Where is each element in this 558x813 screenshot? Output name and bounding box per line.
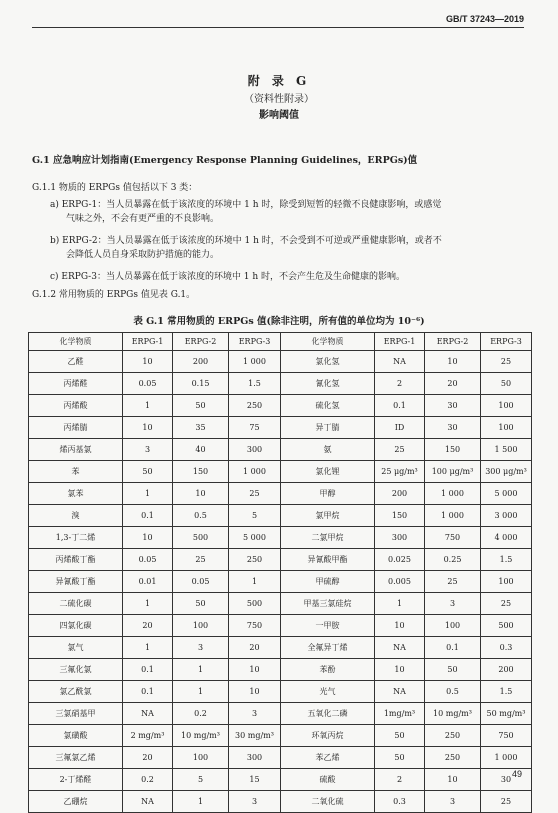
list-item-erpg2 <box>50 234 518 262</box>
value-cell: 1 <box>123 593 173 615</box>
value-cell: 5 000 <box>229 527 281 549</box>
value-cell: 50 <box>173 395 229 417</box>
table-row <box>29 747 532 769</box>
item-line: c) ERPG-3：当人员暴露在低于该浓度的环境中 1 h 时，不会产生危及生命健康的影响。 <box>50 272 406 282</box>
value-cell: 10 <box>229 681 281 703</box>
column-header: ERPG-2 <box>173 333 229 351</box>
item-line: a) ERPG-1：当人员暴露在低于该浓度的环境中 1 h 时，除受到短暂的轻微不良健康影响，或感觉 <box>50 200 442 210</box>
value-cell: 0.1 <box>375 395 425 417</box>
value-cell: 300 <box>375 527 425 549</box>
annex-title: 附 录 G <box>247 74 311 88</box>
value-cell: 25 <box>481 791 532 813</box>
value-cell: 0.1 <box>425 637 481 659</box>
table-body <box>29 351 532 813</box>
value-cell: 100 <box>481 395 532 417</box>
value-cell: 100 μg/m³ <box>425 461 481 483</box>
value-cell: 1 <box>375 593 425 615</box>
substance-cell: 四氯化碳 <box>29 615 123 637</box>
value-cell: 0.5 <box>173 505 229 527</box>
value-cell: 0.1 <box>123 681 173 703</box>
value-cell: 0.01 <box>123 571 173 593</box>
table-row <box>29 483 532 505</box>
value-cell: 25 <box>375 439 425 461</box>
value-cell: 50 mg/m³ <box>481 703 532 725</box>
value-cell: 0.1 <box>123 505 173 527</box>
value-cell: 1 <box>229 571 281 593</box>
value-cell: NA <box>123 791 173 813</box>
value-cell: 3 <box>425 791 481 813</box>
substance-cell: 全氟异丁烯 <box>281 637 375 659</box>
value-cell: 2 <box>375 373 425 395</box>
value-cell: 25 <box>481 351 532 373</box>
value-cell: 50 <box>375 725 425 747</box>
substance-cell: 乙醛 <box>29 351 123 373</box>
value-cell: 25 <box>425 571 481 593</box>
value-cell: 1 000 <box>425 505 481 527</box>
table-row <box>29 417 532 439</box>
value-cell: 3 <box>173 637 229 659</box>
value-cell: 10 <box>123 417 173 439</box>
value-cell: 1 <box>173 659 229 681</box>
value-cell: 50 <box>123 461 173 483</box>
value-cell: 20 <box>123 615 173 637</box>
value-cell: 1mg/m³ <box>375 703 425 725</box>
substance-cell: 溴 <box>29 505 123 527</box>
value-cell: 250 <box>229 395 281 417</box>
substance-cell: 硫酸 <box>281 769 375 791</box>
substance-cell: 丙烯醛 <box>29 373 123 395</box>
erpg-table <box>28 332 532 813</box>
value-cell: 0.3 <box>375 791 425 813</box>
value-cell: 750 <box>425 527 481 549</box>
table-row <box>29 439 532 461</box>
value-cell: NA <box>375 681 425 703</box>
substance-cell: 氰化氢 <box>281 373 375 395</box>
value-cell: 0.2 <box>123 769 173 791</box>
value-cell: 3 000 <box>481 505 532 527</box>
list-item-erpg3 <box>50 270 518 284</box>
table-row <box>29 373 532 395</box>
value-cell: 0.05 <box>173 571 229 593</box>
value-cell: 50 <box>425 659 481 681</box>
list-item-erpg1 <box>50 198 518 226</box>
substance-cell: 氯磺酸 <box>29 725 123 747</box>
substance-cell: 三氯硝基甲 <box>29 703 123 725</box>
substance-cell: 甲醇 <box>281 483 375 505</box>
value-cell: 150 <box>173 461 229 483</box>
substance-cell: 氯甲烷 <box>281 505 375 527</box>
value-cell: 5 <box>229 505 281 527</box>
substance-cell: 五氧化二磷 <box>281 703 375 725</box>
value-cell: 4 000 <box>481 527 532 549</box>
substance-cell: 丙烯酸丁酯 <box>29 549 123 571</box>
table-row <box>29 351 532 373</box>
column-header: ERPG-3 <box>481 333 532 351</box>
substance-cell: 光气 <box>281 681 375 703</box>
column-header: 化学物质 <box>281 333 375 351</box>
section-g1-title: G.1 应急响应计划指南(Emergency Response Planning Guidelines，ERPGs)值 <box>32 155 418 166</box>
value-cell: 15 <box>229 769 281 791</box>
value-cell: 50 <box>375 747 425 769</box>
substance-cell: 硫化氢 <box>281 395 375 417</box>
substance-cell: 异氰酸丁酯 <box>29 571 123 593</box>
value-cell: 10 <box>375 615 425 637</box>
annex-heading: 影响阈值 <box>259 110 299 121</box>
substance-cell: 丙烯酸 <box>29 395 123 417</box>
substance-cell: 环氧丙烷 <box>281 725 375 747</box>
value-cell: 3 <box>229 703 281 725</box>
value-cell: NA <box>123 703 173 725</box>
value-cell: 250 <box>425 725 481 747</box>
value-cell: 10 <box>375 659 425 681</box>
value-cell: 150 <box>375 505 425 527</box>
value-cell: 0.025 <box>375 549 425 571</box>
value-cell: 25 μg/m³ <box>375 461 425 483</box>
value-cell: 30 <box>481 769 532 791</box>
table-row <box>29 703 532 725</box>
value-cell: 1.5 <box>481 681 532 703</box>
table-row <box>29 659 532 681</box>
table-caption: 表 G.1 常用物质的 ERPGs 值(除非注明，所有值的单位均为 10⁻⁶) <box>133 316 425 327</box>
value-cell: 20 <box>123 747 173 769</box>
item-line-continued: 气味之外，不会有更严重的不良影响。 <box>66 214 220 224</box>
substance-cell: 三氟氯乙烯 <box>29 747 123 769</box>
table-row <box>29 527 532 549</box>
value-cell: ID <box>375 417 425 439</box>
value-cell: 30 <box>425 395 481 417</box>
substance-cell: 苯 <box>29 461 123 483</box>
value-cell: 2 <box>375 769 425 791</box>
substance-cell: 氯乙酰氯 <box>29 681 123 703</box>
value-cell: 10 <box>229 659 281 681</box>
substance-cell: 三氟化氯 <box>29 659 123 681</box>
value-cell: 3 <box>425 593 481 615</box>
value-cell: 1 <box>123 637 173 659</box>
table-row <box>29 725 532 747</box>
value-cell: 10 mg/m³ <box>173 725 229 747</box>
g12-text: G.1.2 常用物质的 ERPGs 值见表 G.1。 <box>32 290 196 300</box>
value-cell: 40 <box>173 439 229 461</box>
column-header: ERPG-3 <box>229 333 281 351</box>
value-cell: 30 <box>425 417 481 439</box>
substance-cell: 氯化氢 <box>281 351 375 373</box>
substance-cell: 氯化锂 <box>281 461 375 483</box>
value-cell: 0.1 <box>123 659 173 681</box>
table-row <box>29 593 532 615</box>
substance-cell: 一甲胺 <box>281 615 375 637</box>
substance-cell: 1,3-丁二烯 <box>29 527 123 549</box>
value-cell: 200 <box>481 659 532 681</box>
value-cell: 2 mg/m³ <box>123 725 173 747</box>
table-row <box>29 769 532 791</box>
value-cell: 500 <box>481 615 532 637</box>
value-cell: NA <box>375 351 425 373</box>
value-cell: 50 <box>173 593 229 615</box>
value-cell: 10 <box>123 527 173 549</box>
value-cell: 100 <box>425 615 481 637</box>
page-number: 49 <box>511 769 522 779</box>
substance-cell: 苯乙烯 <box>281 747 375 769</box>
value-cell: 100 <box>481 417 532 439</box>
substance-cell: 异丁腈 <box>281 417 375 439</box>
value-cell: 300 <box>229 747 281 769</box>
table-row <box>29 549 532 571</box>
substance-cell: 氯苯 <box>29 483 123 505</box>
value-cell: 1 <box>173 681 229 703</box>
value-cell: 0.05 <box>123 549 173 571</box>
table-row <box>29 461 532 483</box>
table-row <box>29 571 532 593</box>
value-cell: 300 μg/m³ <box>481 461 532 483</box>
column-header: ERPG-1 <box>123 333 173 351</box>
value-cell: 250 <box>229 549 281 571</box>
value-cell: NA <box>375 637 425 659</box>
table-header-row <box>29 333 532 351</box>
value-cell: 500 <box>173 527 229 549</box>
substance-cell: 甲硫醇 <box>281 571 375 593</box>
annex-subtitle: （资料性附录） <box>244 94 314 105</box>
value-cell: 25 <box>173 549 229 571</box>
table-row <box>29 681 532 703</box>
table-row <box>29 395 532 417</box>
value-cell: 750 <box>481 725 532 747</box>
value-cell: 0.2 <box>173 703 229 725</box>
substance-cell: 异氰酸甲酯 <box>281 549 375 571</box>
value-cell: 1 500 <box>481 439 532 461</box>
substance-cell: 二硫化碳 <box>29 593 123 615</box>
value-cell: 1 000 <box>229 351 281 373</box>
value-cell: 1 000 <box>229 461 281 483</box>
value-cell: 150 <box>425 439 481 461</box>
value-cell: 3 <box>229 791 281 813</box>
table-row <box>29 615 532 637</box>
value-cell: 10 mg/m³ <box>425 703 481 725</box>
value-cell: 100 <box>173 615 229 637</box>
value-cell: 0.25 <box>425 549 481 571</box>
value-cell: 1 <box>123 395 173 417</box>
table-row <box>29 505 532 527</box>
substance-cell: 烯丙基氯 <box>29 439 123 461</box>
value-cell: 1 <box>173 791 229 813</box>
value-cell: 500 <box>229 593 281 615</box>
value-cell: 0.05 <box>123 373 173 395</box>
value-cell: 25 <box>481 593 532 615</box>
value-cell: 1 <box>123 483 173 505</box>
value-cell: 0.5 <box>425 681 481 703</box>
header-rule <box>32 27 524 28</box>
value-cell: 10 <box>425 351 481 373</box>
item-line-continued: 会降低人员自身采取防护措施的能力。 <box>66 250 220 260</box>
substance-cell: 2-丁烯醛 <box>29 769 123 791</box>
value-cell: 0.005 <box>375 571 425 593</box>
value-cell: 1 000 <box>481 747 532 769</box>
column-header: ERPG-2 <box>425 333 481 351</box>
value-cell: 100 <box>481 571 532 593</box>
column-header: 化学物质 <box>29 333 123 351</box>
value-cell: 5 000 <box>481 483 532 505</box>
value-cell: 25 <box>229 483 281 505</box>
value-cell: 75 <box>229 417 281 439</box>
value-cell: 100 <box>173 747 229 769</box>
value-cell: 20 <box>229 637 281 659</box>
standard-number: GB/T 37243—2019 <box>445 14 524 24</box>
value-cell: 50 <box>481 373 532 395</box>
item-line: b) ERPG-2：当人员暴露在低于该浓度的环境中 1 h 时，不会受到不可逆或严重健康影响，或者不 <box>50 236 442 246</box>
value-cell: 10 <box>425 769 481 791</box>
g11-intro: G.1.1 物质的 ERPGs 值包括以下 3 类： <box>32 183 198 193</box>
value-cell: 0.3 <box>481 637 532 659</box>
table-row <box>29 791 532 813</box>
value-cell: 20 <box>425 373 481 395</box>
value-cell: 5 <box>173 769 229 791</box>
value-cell: 250 <box>425 747 481 769</box>
substance-cell: 苯酚 <box>281 659 375 681</box>
value-cell: 10 <box>123 351 173 373</box>
substance-cell: 氨 <box>281 439 375 461</box>
table-row <box>29 637 532 659</box>
value-cell: 1.5 <box>229 373 281 395</box>
value-cell: 300 <box>229 439 281 461</box>
value-cell: 10 <box>173 483 229 505</box>
column-header: ERPG-1 <box>375 333 425 351</box>
value-cell: 750 <box>229 615 281 637</box>
value-cell: 200 <box>173 351 229 373</box>
value-cell: 1 000 <box>425 483 481 505</box>
substance-cell: 甲基三氯硅烷 <box>281 593 375 615</box>
substance-cell: 二氧化硫 <box>281 791 375 813</box>
substance-cell: 丙烯腈 <box>29 417 123 439</box>
value-cell: 1.5 <box>481 549 532 571</box>
substance-cell: 乙硼烷 <box>29 791 123 813</box>
value-cell: 0.15 <box>173 373 229 395</box>
value-cell: 30 mg/m³ <box>229 725 281 747</box>
value-cell: 35 <box>173 417 229 439</box>
substance-cell: 氯气 <box>29 637 123 659</box>
value-cell: 200 <box>375 483 425 505</box>
substance-cell: 二氯甲烷 <box>281 527 375 549</box>
value-cell: 3 <box>123 439 173 461</box>
